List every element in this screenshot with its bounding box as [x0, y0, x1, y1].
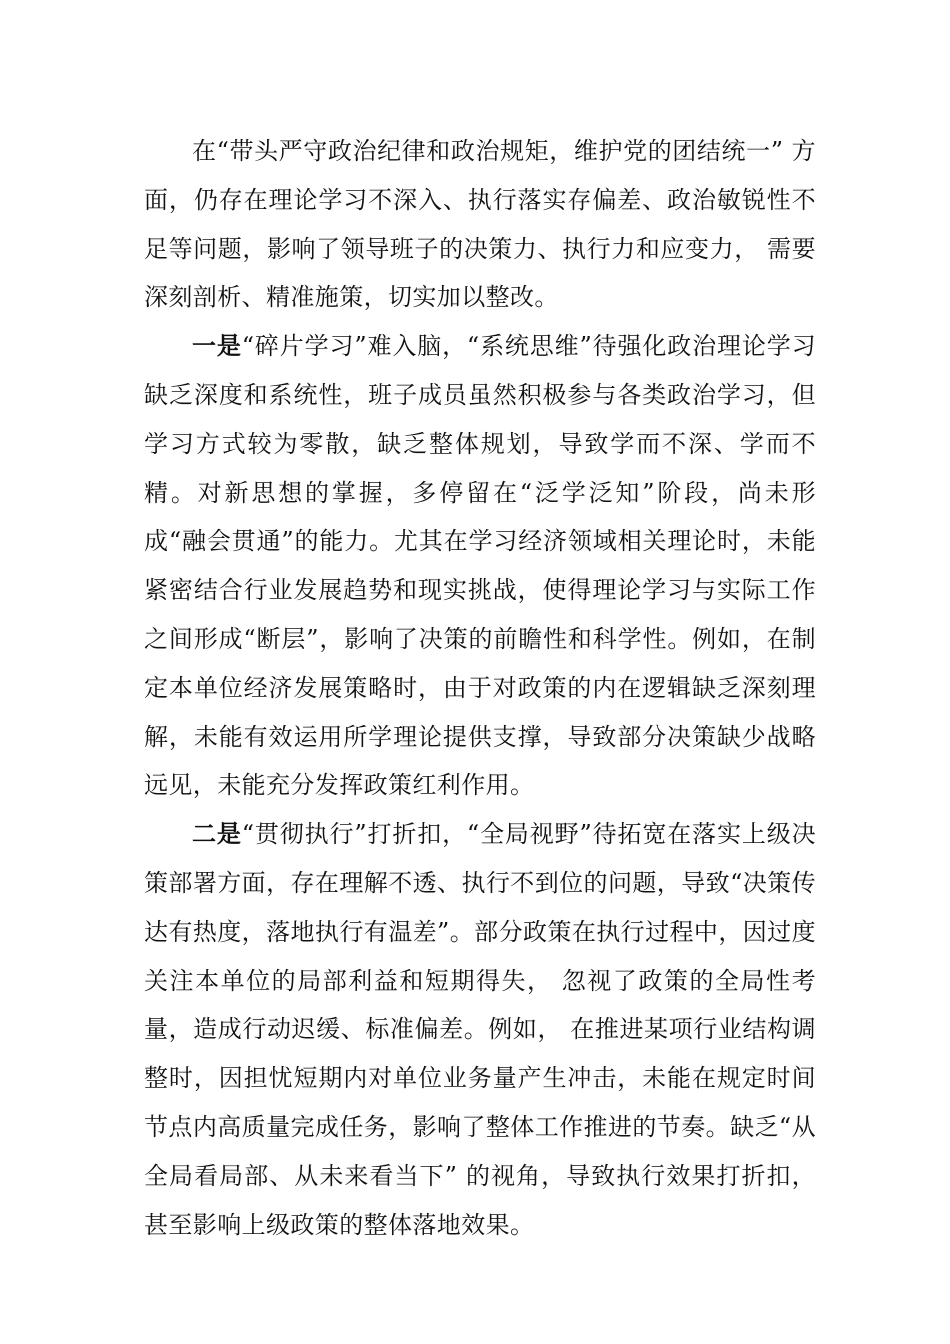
paragraph-text: “碎片学习”难入脑，“系统思维”待强化政治理论学习缺乏深度和系统性，班子成员虽然积极参与各类政治学习，但学习方式较为零散，缺乏整体规划，导致学而不深、学而不精。对新思想的掌握，多停留在“泛学泛知”阶段，尚未形成“融会贯通”的能力。尤其在学习经济领域相关理论时，未能紧密结合行业发展趋势和现实挑战，使得理论学习与实际工作之间形成“断层”，影响了决策的前瞻性和科学性。例如，在制定本单位经济发展策略时，由于对政策的内在逻辑缺乏深刻理解，未能有效运用所学理论提供支撑，导致部分决策缺少战略远见，未能充分发挥政策红利作用。 — [144, 332, 816, 800]
paragraph-text: “贯彻执行”打折扣，“全局视野”待拓宽在落实上级决策部署方面，存在理解不透、执行不到位的问题，导致“决策传达有热度，落地执行有温差”。部分政策在执行过程中，因过度关注本单位的局部利益和短期得失， 忽视了政策的全局性考量，造成行动迟缓、标准偏差。例如， 在推进某项行业结构调整时，因担忧短期内对单位业务量产生冲击，未能在规定时间节点内高质量完成任务，影响了整体工作推进的节奏。缺乏“从全局看局部、从未来看当下” 的视角，导致执行效果打折扣，甚至影响上级政策的整体落地效果。 — [144, 820, 816, 1239]
paragraph-point-two — [144, 810, 816, 1249]
document-body — [144, 127, 816, 1249]
paragraph-text: 在“带头严守政治纪律和政治规矩，维护党的团结统一” 方面，仍存在理论学习不深入、执行落实存偏差、政治敏锐性不足等问题，影响了领导班子的决策力、执行力和应变力， 需要深刻剖析、精准施策，切实加以整改。 — [144, 137, 816, 312]
paragraph-point-one — [144, 322, 816, 810]
paragraph-lead: 一是 — [192, 331, 242, 361]
paragraph-lead: 二是 — [192, 819, 242, 849]
paragraph-intro — [144, 127, 816, 322]
